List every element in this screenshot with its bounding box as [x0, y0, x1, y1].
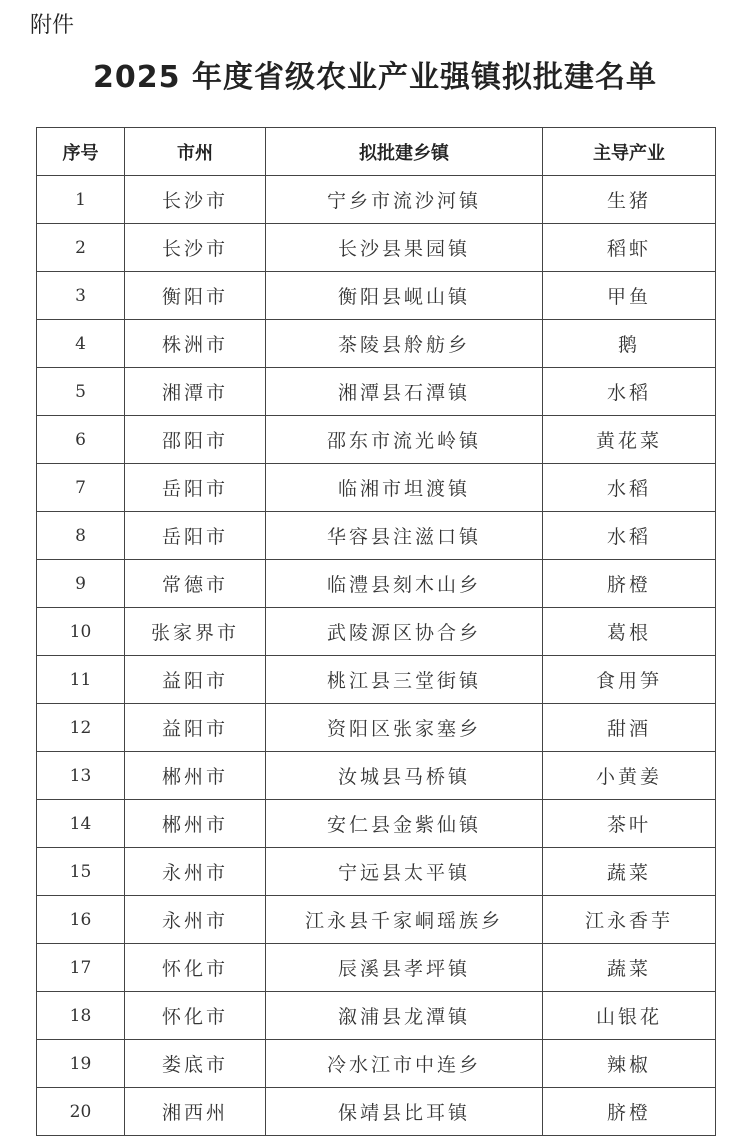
cell-no: 19 — [37, 1040, 125, 1088]
cell-no: 6 — [37, 416, 125, 464]
table-row — [37, 1040, 716, 1088]
table-row — [37, 896, 716, 944]
cell-town: 桃江县三堂街镇 — [266, 656, 543, 704]
cell-city: 岳阳市 — [125, 512, 266, 560]
header-industry: 主导产业 — [543, 128, 716, 176]
cell-industry: 葛根 — [543, 608, 716, 656]
cell-town: 辰溪县孝坪镇 — [266, 944, 543, 992]
cell-city: 衡阳市 — [125, 272, 266, 320]
cell-industry: 鹅 — [543, 320, 716, 368]
cell-industry: 水稻 — [543, 464, 716, 512]
cell-no: 13 — [37, 752, 125, 800]
cell-city: 邵阳市 — [125, 416, 266, 464]
cell-no: 12 — [37, 704, 125, 752]
cell-industry: 蔬菜 — [543, 944, 716, 992]
cell-industry: 辣椒 — [543, 1040, 716, 1088]
cell-town: 安仁县金紫仙镇 — [266, 800, 543, 848]
cell-city: 湘西州 — [125, 1088, 266, 1136]
cell-industry: 甲鱼 — [543, 272, 716, 320]
cell-town: 汝城县马桥镇 — [266, 752, 543, 800]
cell-city: 怀化市 — [125, 944, 266, 992]
attachment-label: 附件 — [30, 13, 75, 38]
cell-no: 4 — [37, 320, 125, 368]
cell-town: 保靖县比耳镇 — [266, 1088, 543, 1136]
table-body — [37, 176, 716, 1136]
cell-no: 7 — [37, 464, 125, 512]
table-row — [37, 1088, 716, 1136]
cell-industry: 水稻 — [543, 368, 716, 416]
cell-no: 1 — [37, 176, 125, 224]
cell-no: 18 — [37, 992, 125, 1040]
cell-no: 15 — [37, 848, 125, 896]
cell-city: 长沙市 — [125, 176, 266, 224]
table-row — [37, 272, 716, 320]
table-row — [37, 464, 716, 512]
cell-town: 临湘市坦渡镇 — [266, 464, 543, 512]
cell-industry: 小黄姜 — [543, 752, 716, 800]
table-row — [37, 224, 716, 272]
cell-no: 3 — [37, 272, 125, 320]
cell-city: 株洲市 — [125, 320, 266, 368]
cell-town: 华容县注滋口镇 — [266, 512, 543, 560]
cell-city: 永州市 — [125, 848, 266, 896]
cell-industry: 山银花 — [543, 992, 716, 1040]
table-header-row — [37, 128, 716, 176]
cell-town: 邵东市流光岭镇 — [266, 416, 543, 464]
table-row — [37, 560, 716, 608]
cell-town: 宁乡市流沙河镇 — [266, 176, 543, 224]
cell-no: 9 — [37, 560, 125, 608]
cell-city: 张家界市 — [125, 608, 266, 656]
cell-industry: 甜酒 — [543, 704, 716, 752]
cell-industry: 水稻 — [543, 512, 716, 560]
table-row — [37, 752, 716, 800]
cell-industry: 黄花菜 — [543, 416, 716, 464]
cell-city: 永州市 — [125, 896, 266, 944]
document-title: 2025 年度省级农业产业强镇拟批建名单 — [93, 60, 657, 95]
cell-no: 10 — [37, 608, 125, 656]
table-row — [37, 608, 716, 656]
cell-town: 江永县千家峒瑶族乡 — [266, 896, 543, 944]
cell-city: 益阳市 — [125, 656, 266, 704]
cell-city: 郴州市 — [125, 752, 266, 800]
cell-city: 郴州市 — [125, 800, 266, 848]
cell-town: 茶陵县舲舫乡 — [266, 320, 543, 368]
cell-no: 2 — [37, 224, 125, 272]
cell-town: 武陵源区协合乡 — [266, 608, 543, 656]
cell-town: 临澧县刻木山乡 — [266, 560, 543, 608]
cell-city: 岳阳市 — [125, 464, 266, 512]
cell-industry: 江永香芋 — [543, 896, 716, 944]
cell-no: 5 — [37, 368, 125, 416]
cell-city: 长沙市 — [125, 224, 266, 272]
table-row — [37, 320, 716, 368]
cell-no: 14 — [37, 800, 125, 848]
table-row — [37, 368, 716, 416]
cell-city: 湘潭市 — [125, 368, 266, 416]
cell-no: 20 — [37, 1088, 125, 1136]
table-row — [37, 848, 716, 896]
cell-industry: 蔬菜 — [543, 848, 716, 896]
table-row — [37, 704, 716, 752]
header-town: 拟批建乡镇 — [266, 128, 543, 176]
cell-industry: 稻虾 — [543, 224, 716, 272]
cell-industry: 脐橙 — [543, 560, 716, 608]
table-row — [37, 416, 716, 464]
table-row — [37, 992, 716, 1040]
table-row — [37, 512, 716, 560]
header-city: 市州 — [125, 128, 266, 176]
table-row — [37, 944, 716, 992]
cell-no: 8 — [37, 512, 125, 560]
cell-town: 长沙县果园镇 — [266, 224, 543, 272]
cell-city: 娄底市 — [125, 1040, 266, 1088]
cell-town: 衡阳县岘山镇 — [266, 272, 543, 320]
cell-industry: 生猪 — [543, 176, 716, 224]
cell-town: 冷水江市中连乡 — [266, 1040, 543, 1088]
cell-no: 16 — [37, 896, 125, 944]
header-no: 序号 — [37, 128, 125, 176]
cell-town: 湘潭县石潭镇 — [266, 368, 543, 416]
cell-industry: 食用笋 — [543, 656, 716, 704]
cell-city: 怀化市 — [125, 992, 266, 1040]
table-row — [37, 800, 716, 848]
cell-town: 资阳区张家塞乡 — [266, 704, 543, 752]
cell-no: 11 — [37, 656, 125, 704]
cell-city: 益阳市 — [125, 704, 266, 752]
cell-industry: 茶叶 — [543, 800, 716, 848]
cell-no: 17 — [37, 944, 125, 992]
table-row — [37, 176, 716, 224]
cell-city: 常德市 — [125, 560, 266, 608]
table-row — [37, 656, 716, 704]
cell-town: 溆浦县龙潭镇 — [266, 992, 543, 1040]
cell-town: 宁远县太平镇 — [266, 848, 543, 896]
town-list-table — [36, 127, 716, 1136]
cell-industry: 脐橙 — [543, 1088, 716, 1136]
